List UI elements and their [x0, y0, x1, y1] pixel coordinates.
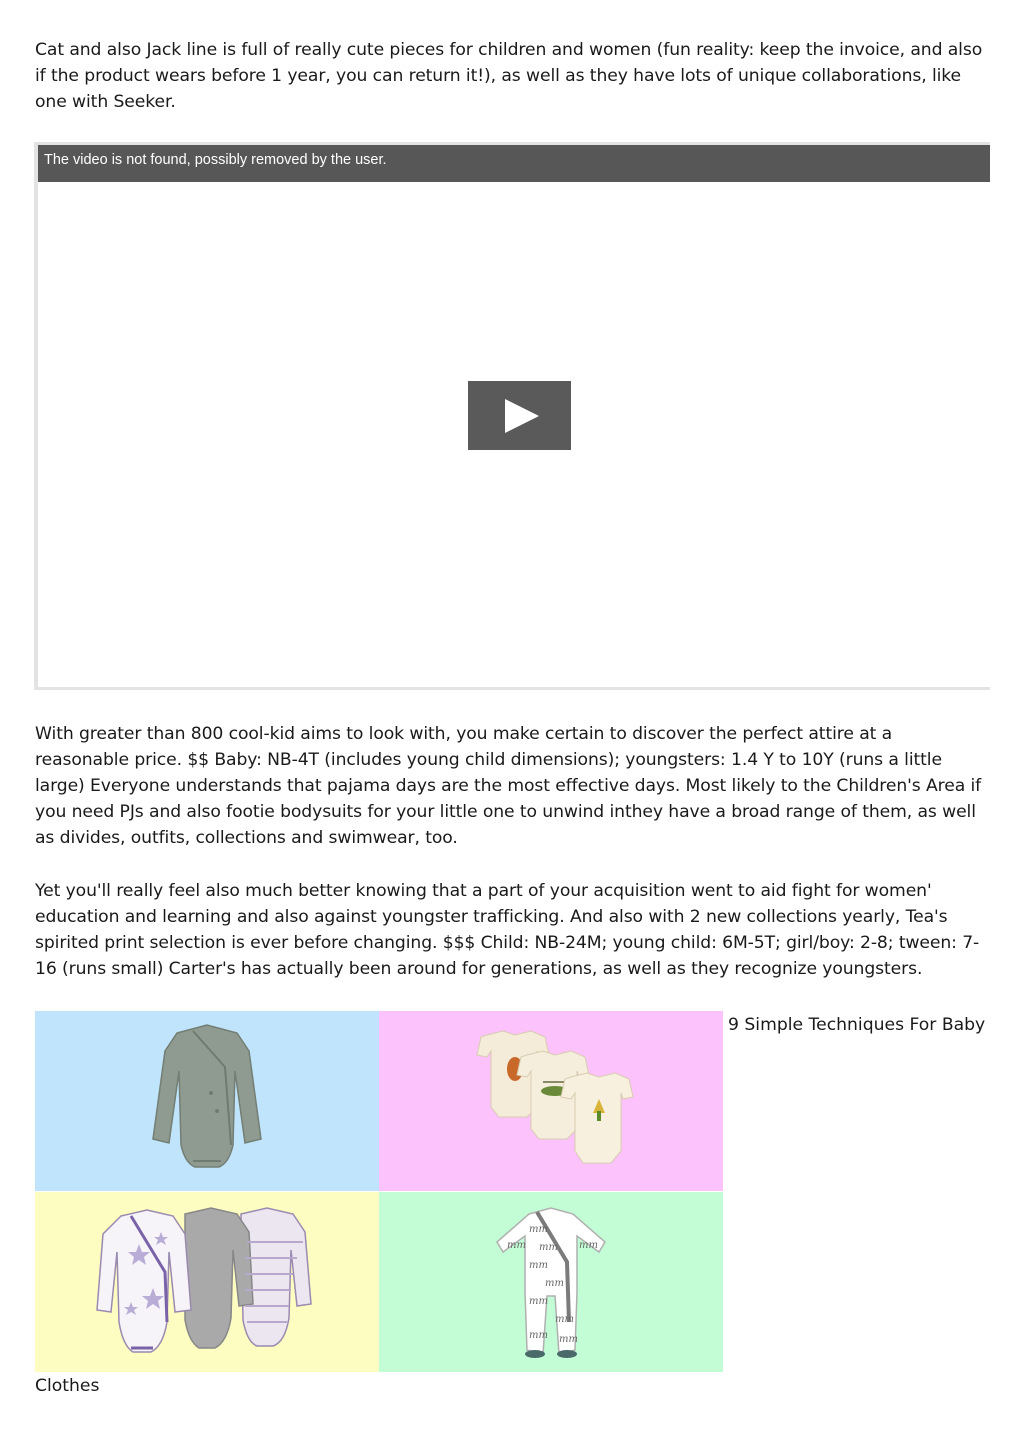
video-embed[interactable] — [34, 142, 990, 690]
svg-text:mm: mm — [529, 1260, 548, 1271]
svg-text:mm: mm — [545, 1278, 564, 1289]
green-bodysuit-image — [35, 1011, 379, 1191]
svg-text:mm: mm — [529, 1224, 548, 1235]
body-paragraph-2: Yet you'll really feel also much better knowing that a part of your acquisition went to aid fight for women' education and learning and also against youngster trafficking. And also with 2 new collections yearly, Tea's spirited print selection is ever before changing. $$$ Child: NB-24M; young child: 6M-5T; girl/boy: 2-8; tween: 7-16 (runs small) Carter's has actually been around for generations, as well as they recognize youngsters. — [35, 881, 980, 979]
svg-text:mm: mm — [559, 1334, 578, 1345]
svg-text:mm: mm — [507, 1240, 526, 1251]
collage-caption-end: Clothes — [35, 1376, 100, 1396]
svg-text:mm: mm — [555, 1314, 574, 1325]
body-paragraph-1: With greater than 800 cool-kid aims to look with, you make certain to discover the perfect attire at a reasonable price. $$ Baby: NB-4T (includes young child dimensions); youngsters: 1.4 Y to 10Y (runs a little large) Everyone understands that pajama days are the most effective days. Most likely to the Children's Area if you need PJs and also footie bodysuits for your little one to unwind inthey have a broad range of them, as well as divides, outfits, collections and swimwear, too. — [35, 724, 982, 848]
play-icon — [505, 399, 539, 433]
svg-text:mm: mm — [579, 1240, 598, 1251]
play-button[interactable] — [468, 381, 571, 450]
video-title-bar — [38, 145, 990, 182]
printed-bodysuits-image — [379, 1011, 723, 1191]
footed-sleeper-image — [379, 1192, 723, 1372]
svg-text:mm: mm — [539, 1242, 558, 1253]
video-error-message: The video is not found, possibly removed by the user. — [44, 152, 387, 168]
baby-clothes-collage — [35, 1011, 723, 1372]
svg-text:mm: mm — [529, 1330, 548, 1341]
collage-caption-start: 9 Simple Techniques For Baby — [728, 1015, 986, 1035]
three-pack-bodysuits-image — [35, 1192, 379, 1372]
intro-paragraph: Cat and also Jack line is full of really cute pieces for children and women (fun reality: keep the invoice, and also if the product wears before 1 year, you can return it!), as well as they have lots of unique collaborations, like one with Seeker. — [35, 40, 983, 112]
svg-text:mm: mm — [529, 1296, 548, 1307]
